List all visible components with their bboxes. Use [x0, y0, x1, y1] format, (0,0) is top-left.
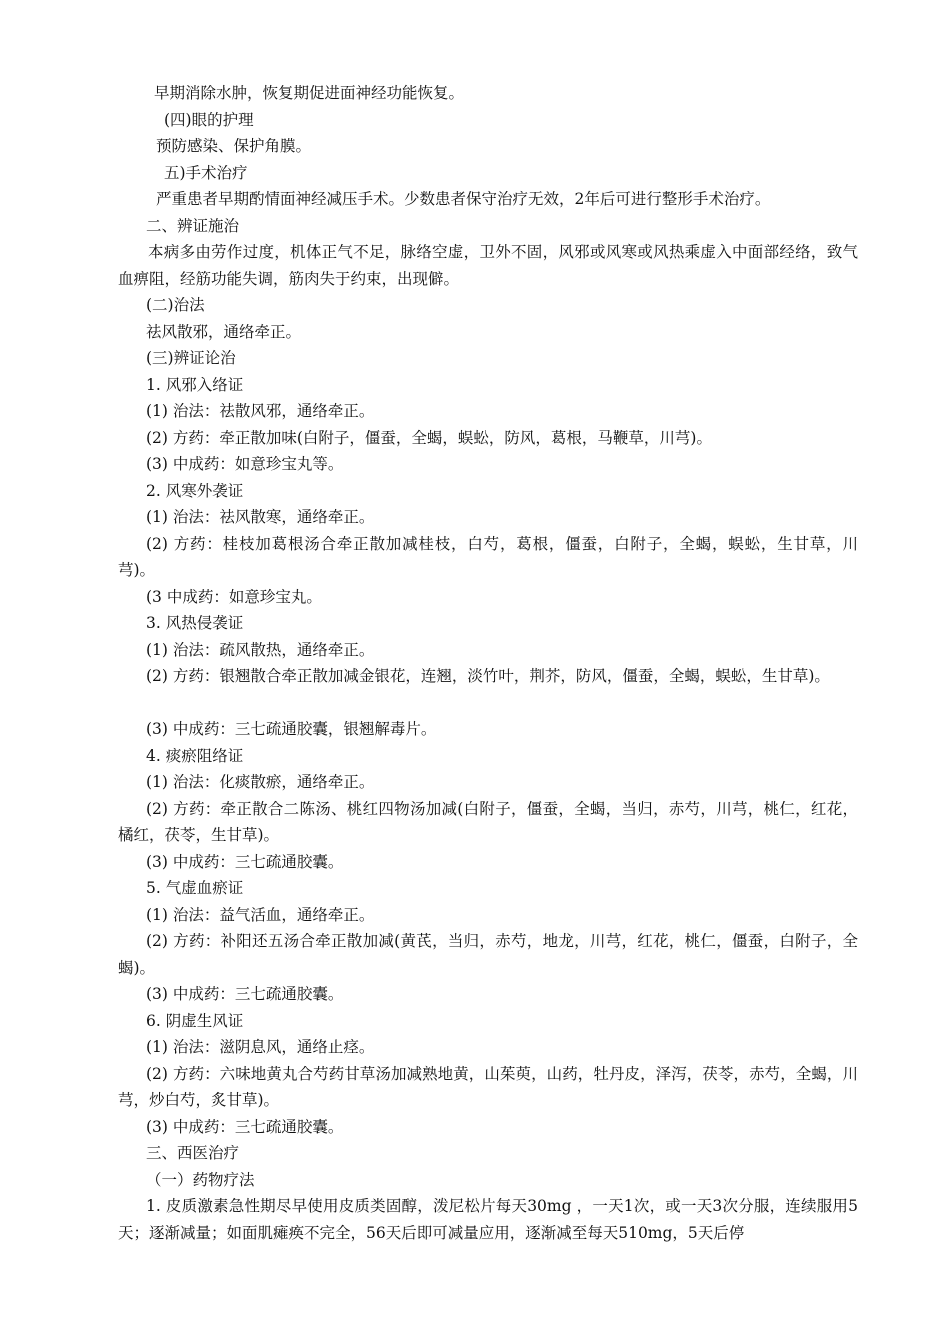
list-item: (2) 方药：银翘散合牵正散加减金银花，连翘，淡竹叶，荆芥，防风，僵蚕，全蝎，蜈蚣，生甘草)。	[146, 667, 830, 685]
list-item: (1) 治法：滋阴息风，通络止痉。	[146, 1038, 375, 1056]
paragraph-text: 祛风散邪，通络牵正。	[146, 322, 302, 341]
list-item: (2) 方药：六味地黄丸合芍药甘草汤加减熟地黄，山茱萸，山药，牡丹皮，泽泻，茯苓，赤芍，全蝎，川芎，炒白芍，炙甘草)。	[118, 1064, 858, 1109]
section-heading: 二、辨证施治	[146, 216, 240, 235]
list-item: (1) 治法：疏风散热，通络牵正。	[146, 640, 375, 659]
list-item: (3) 中成药：三七疏通胶囊。	[146, 852, 344, 871]
list-item: (2) 方药：桂枝加葛根汤合牵正散加减桂枝，白芍，葛根，僵蚕，白附子，全蝎，蜈蚣，生甘草，川芎)。	[118, 534, 858, 579]
section-heading: (三)辨证论治	[146, 349, 236, 367]
subsection-heading: 6. 阴虚生风证	[146, 1011, 244, 1030]
subsection-heading: 3. 风热侵袭证	[146, 614, 244, 632]
list-item: (1) 治法：祛散风邪，通络牵正。	[146, 402, 375, 420]
paragraph-text: 本病多由劳作过度，机体正气不足，脉络空虚，卫外不固，风邪或风寒或风热乘虚入中面部经络，致气血痹阻，经筋功能失调，筋肉失于约束，出现僻。	[118, 243, 858, 288]
list-item: (3) 中成药：如意珍宝丸等。	[146, 455, 344, 473]
paragraph-text: 预防感染、保护角膜。	[156, 137, 312, 155]
paragraph-text: 早期消除水肿，恢复期促进面神经功能恢复。	[154, 84, 465, 102]
subsection-heading: 4. 痰瘀阻络证	[146, 746, 244, 765]
section-heading: 五)手术治疗	[164, 163, 248, 182]
list-item: (3) 中成药：三七疏通胶囊。	[146, 1117, 344, 1136]
document-body	[118, 80, 858, 1246]
list-item: (1) 治法：化痰散瘀，通络牵正。	[146, 773, 375, 791]
section-heading: (四)眼的护理	[164, 110, 254, 129]
list-item: (3 中成药：如意珍宝丸。	[146, 587, 322, 606]
section-heading: (二)治法	[146, 296, 205, 314]
list-item: (3) 中成药：三七疏通胶囊。	[146, 985, 344, 1003]
subsection-heading: 1. 风邪入络证	[146, 375, 244, 394]
list-item: (3) 中成药：三七疏通胶囊，银翘解毒片。	[146, 720, 437, 738]
list-item: (1) 治法：祛风散寒，通络牵正。	[146, 508, 375, 526]
list-item: (2) 方药：补阳还五汤合牵正散加减(黄芪，当归，赤芍，地龙，川芎，红花，桃仁，僵蚕，白附子，全蝎)。	[118, 932, 858, 977]
section-heading: 三、西医治疗	[146, 1144, 240, 1162]
subsection-heading: 2. 风寒外袭证	[146, 481, 244, 500]
subsection-heading: 5. 气虚血瘀证	[146, 879, 244, 897]
list-item: (2) 方药：牵正散合二陈汤、桃红四物汤加减(白附子，僵蚕，全蝎，当归，赤芍，川芎，桃仁，红花，橘红，茯苓，生甘草)。	[118, 799, 858, 844]
subsection-heading: （一）药物疗法	[146, 1170, 255, 1189]
list-item: (2) 方药：牵正散加味(白附子，僵蚕，全蝎，蜈蚣，防风，葛根，马鞭草，川芎)。	[146, 428, 712, 447]
paragraph-text: 1. 皮质激素急性期尽早使用皮质类固醇，泼尼松片每天30mg ，一天1次，或一天3次分服，连续服用5天；逐渐减量；如面肌瘫痪不完全，56天后即可减量应用，逐渐减至每天510mg，5天后停	[118, 1197, 858, 1242]
list-item: (1) 治法：益气活血，通络牵正。	[146, 905, 375, 924]
paragraph-text: 严重患者早期酌情面神经减压手术。少数患者保守治疗无效，2年后可进行整形手术治疗。	[156, 190, 771, 208]
